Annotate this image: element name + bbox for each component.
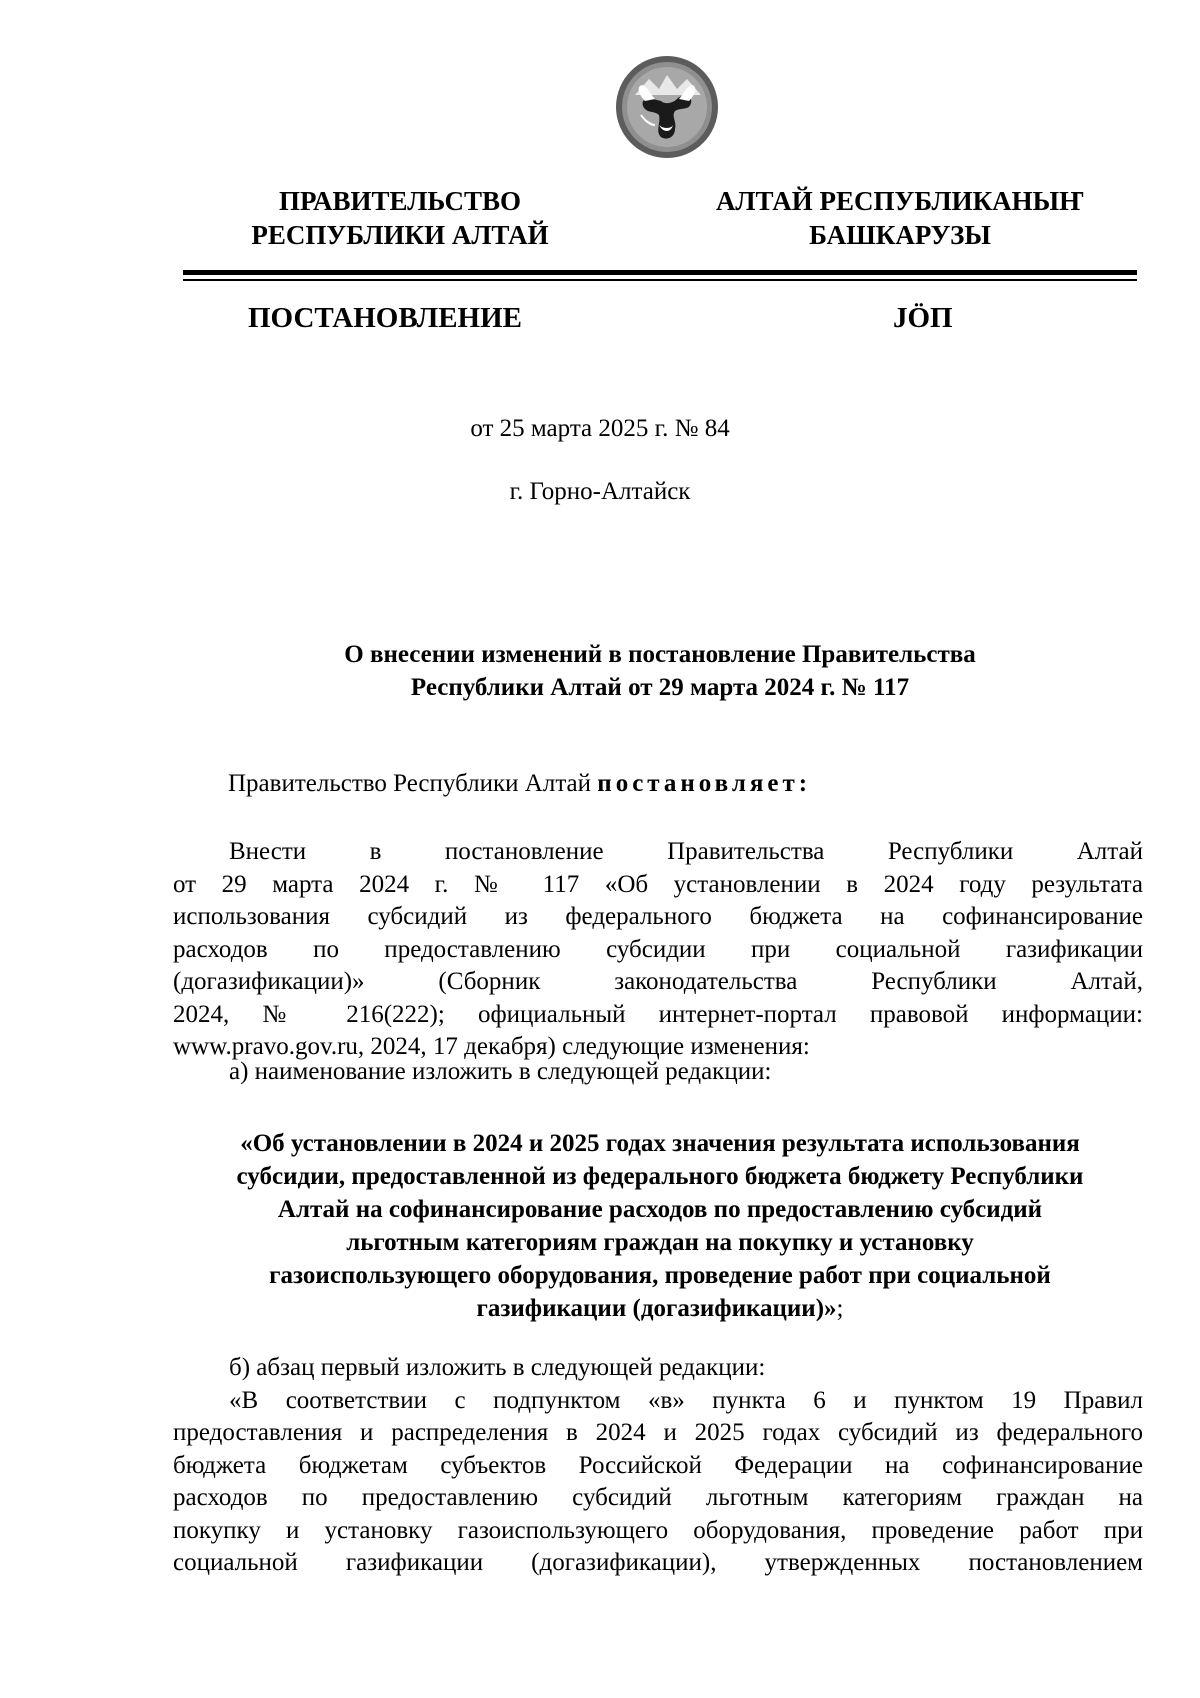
header-divider-thin	[183, 279, 1137, 281]
enacting-clause-text: Правительство Республики Алтай	[228, 770, 598, 797]
government-name-russian	[240, 184, 560, 252]
paragraph2-line6: покупку и установку газоиспользующего оборудования, проведение работ при	[173, 1516, 1143, 1544]
p1-word: в	[369, 838, 382, 865]
paragraph-amendment-intro	[173, 836, 1143, 1064]
paragraph2-line3: предоставления и распределения в 2024 и 2025 годах субсидий из федерального	[173, 1419, 1143, 1446]
header-right-line2: БАШКАРУЗЫ	[809, 220, 991, 250]
paragraph2-line5: расходов по предоставлению субсидий льготным категориям граждан на	[173, 1484, 1143, 1511]
paragraph1-line6: 2024, № 216(222); официальный интернет-портал правовой информации:	[173, 1000, 1143, 1028]
coat-of-arms-icon	[615, 55, 719, 159]
p1-word: Республики	[887, 838, 1014, 865]
resolution-title-russian: ПОСТАНОВЛЕНИЕ	[248, 302, 523, 334]
government-name-altai	[710, 184, 1090, 252]
paragraph2-line1: б) абзац первый изложить в следующей редакции:	[229, 1354, 766, 1381]
quote-line3: Алтай на софинансирование расходов по предоставлению субсидий	[277, 1196, 1043, 1223]
header-left-line1: ПРАВИТЕЛЬСТВО	[278, 186, 522, 216]
quote-tail: ;	[836, 1295, 844, 1322]
item-a-line: а) наименование изложить в следующей редакции:	[229, 1058, 772, 1085]
resolution-subject	[183, 638, 1137, 704]
paragraph1-line1	[173, 836, 1143, 869]
item-a	[173, 1056, 1143, 1089]
header-divider-thick	[183, 270, 1137, 275]
quote-line4: льготным категориям граждан на покупку и установку	[346, 1229, 974, 1256]
quoted-new-title	[170, 1127, 1150, 1325]
enacting-clause	[228, 768, 811, 800]
quote-line1: «Об установлении в 2024 и 2025 годах значения результата использования	[240, 1130, 1080, 1157]
paragraph2-line2: «В соответствии с подпунктом «в» пункта 6 и пунктом 19 Правил	[229, 1386, 1143, 1414]
paragraph1-line3: использования субсидий из федерального бюджета на софинансирование	[173, 903, 1143, 930]
paragraph1-line4: расходов по предоставлению субсидии при социальной газификации	[173, 935, 1143, 963]
paragraph2-line7: социальной газификации (догазификации), утвержденных постановлением	[173, 1549, 1143, 1576]
paragraph1-line5: (догазификации)» (Сборник законодательства Республики Алтай,	[173, 968, 1143, 995]
p1-word: Правительства	[667, 838, 825, 865]
enacting-clause-verb: постановляет:	[597, 770, 812, 797]
quote-line6	[170, 1292, 1150, 1325]
quote-line2: субсидии, предоставленной из федерального бюджета бюджету Республики	[236, 1163, 1084, 1190]
resolution-title-altai: JÖП	[893, 302, 953, 334]
subject-line2: Республики Алтай от 29 марта 2024 г. № 117	[410, 674, 910, 701]
paragraph1-line7: www.pravo.gov.ru, 2024, 17 декабря) следующие изменения:	[173, 1033, 810, 1060]
subject-line1: О внесении изменений в постановление Правительства	[344, 641, 976, 668]
paragraph1-line2: от 29 марта 2024 г. № 117 «Об установлении в 2024 году результата	[173, 870, 1143, 898]
header-left-line2: РЕСПУБЛИКИ АЛТАЙ	[251, 220, 549, 250]
p1-word: Внести	[229, 838, 307, 865]
header-right-line1: АЛТАЙ РЕСПУБЛИКАНЫҤ	[715, 186, 1085, 216]
resolution-date-number: от 25 марта 2025 г. № 84	[470, 415, 730, 442]
p1-word: постановление	[444, 838, 604, 865]
paragraph2-line4: бюджета бюджетам субъектов Российской Федерации на софинансирование	[173, 1451, 1143, 1479]
quote-line5: газоиспользующего оборудования, проведение работ при социальной	[269, 1262, 1051, 1289]
item-b	[173, 1352, 1143, 1580]
resolution-city: г. Горно-Алтайск	[509, 478, 691, 505]
quote-line6-text: газификации (догазификации)»	[476, 1295, 837, 1322]
p1-word: Алтай	[1076, 838, 1143, 865]
